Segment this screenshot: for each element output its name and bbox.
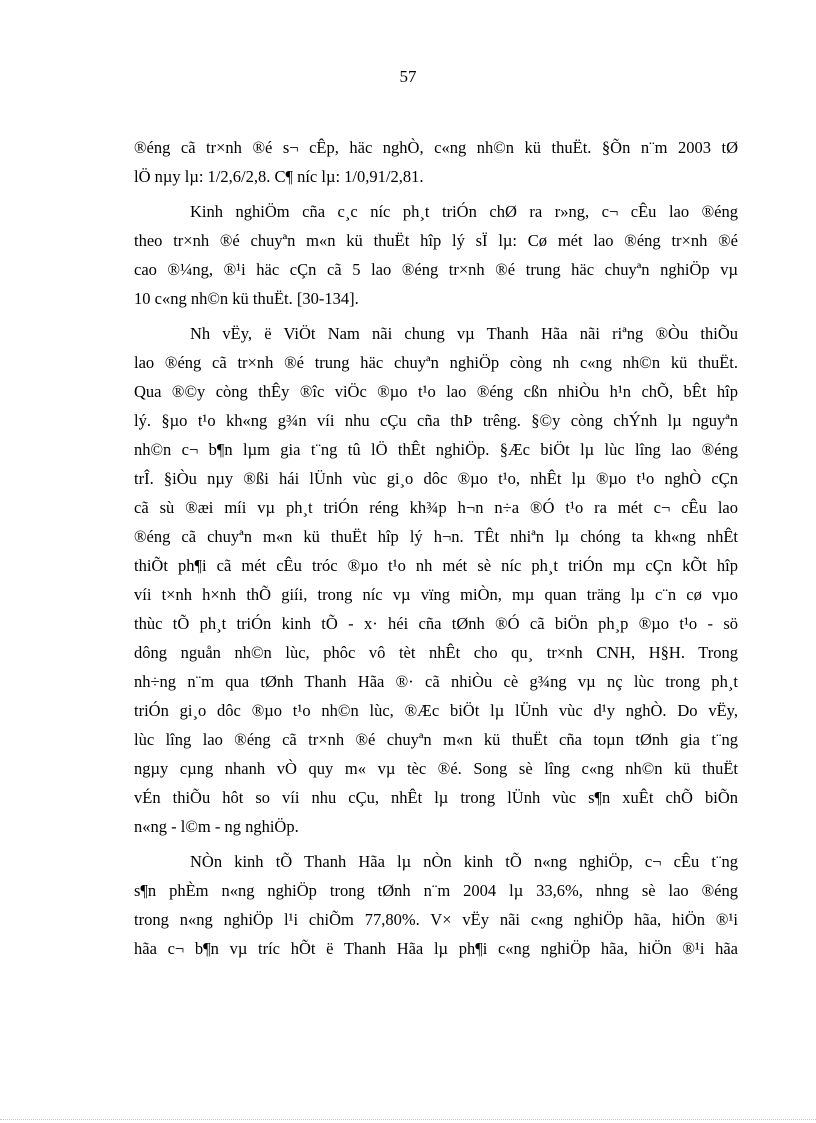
paragraph-1 bbox=[134, 133, 738, 191]
text-line: Kinh nghiÖm cña c¸c níc ph¸t triÓn chØ ra r»ng, c¬ cÊu lao ®éng bbox=[190, 202, 738, 221]
text-line: lao ®éng cã tr×nh ®é trung häc chuyªn nghiÖp còng nh c«ng nh©n kü thuËt. bbox=[134, 353, 738, 372]
text-line: ®éng cã tr×nh ®é s¬ cÊp, häc nghÒ, c«ng nh©n kü thuËt. §Õn n¨m 2003 tØ bbox=[134, 138, 738, 157]
text-line: cao ®¼ng, ®¹i häc cÇn cã 5 lao ®éng tr×nh ®é trung häc chuyªn nghiÖp vµ bbox=[134, 260, 738, 279]
text-line: nh©n c¬ b¶n lµm gia t¨ng tû lÖ thÊt nghiÖp. §Æc biÖt lµ lùc lîng lao ®éng bbox=[134, 440, 738, 459]
text-line: NÒn kinh tÕ Thanh Hãa lµ nÒn kinh tÕ n«ng nghiÖp, c¬ cÊu t¨ng bbox=[190, 852, 738, 871]
text-line: ®éng cã chuyªn m«n kü thuËt hîp lý h¬n. TÊt nhiªn lµ chóng ta kh«ng nhÊt bbox=[134, 527, 738, 546]
text-line: lùc lîng lao ®éng cã tr×nh ®é chuyªn m«n kü thuËt cña toµn tØnh gia t¨ng bbox=[134, 730, 738, 749]
text-line: ngµy cµng nhanh vÒ quy m« vµ tèc ®é. Song sè lîng c«ng nh©n kü thuËt bbox=[134, 759, 738, 778]
text-line: trÎ. §iÒu nµy ®ßi hái lÜnh vùc gi¸o dôc ®µo t¹o, nhÊt lµ ®µo t¹o nghÒ cÇn bbox=[134, 469, 738, 488]
text-line: trong n«ng nghiÖp l¹i chiÕm 77,80%. V× vËy nãi c«ng nghiÖp hãa, hiÖn ®¹i bbox=[134, 910, 738, 929]
text-line: Qua ®©y còng thÊy ®îc viÖc ®µo t¹o lao ®éng cßn nhiÒu h¹n chÕ, bÊt hîp bbox=[134, 382, 738, 401]
text-line: lý. §µo t¹o kh«ng g¾n víi nhu cÇu cña thÞ trêng. §©y còng chÝnh lµ nguyªn bbox=[134, 411, 738, 430]
text-line: triÓn gi¸o dôc ®µo t¹o nh©n lùc, ®Æc biÖt lµ lÜnh vùc d¹y nghÒ. Do vËy, bbox=[134, 701, 738, 720]
paragraph-4 bbox=[134, 847, 738, 963]
paragraph-3 bbox=[134, 319, 738, 841]
page-bottom-border bbox=[0, 1119, 816, 1120]
text-line: hãa c¬ b¶n vµ tríc hÕt ë Thanh Hãa lµ ph¶i c«ng nghiÖp hãa, hiÖn ®¹i hãa bbox=[134, 939, 738, 958]
text-line: cã sù ®æi míi vµ ph¸t triÓn réng kh¾p h¬n n÷a ®Ó t¹o ra mét c¬ cÊu lao bbox=[134, 498, 738, 517]
text-line: nh÷ng n¨m qua tØnh Thanh Hãa ®· cã nhiÒu cè g¾ng vµ nç lùc trong ph¸t bbox=[134, 672, 738, 691]
text-line: Nh vËy, ë ViÖt Nam nãi chung vµ Thanh Hãa nãi riªng ®Òu thiÕu bbox=[190, 324, 738, 343]
text-line: thùc tÕ ph¸t triÓn kinh tÕ - x· héi cña tØnh ®Ó cã biÖn ph¸p ®µo t¹o - sö bbox=[134, 614, 738, 633]
text-line: s¶n phÈm n«ng nghiÖp trong tØnh n¨m 2004 lµ 33,6%, nhng sè lao ®éng bbox=[134, 881, 738, 900]
text-line: thiÕt ph¶i cã mét cÊu tróc ®µo t¹o nh mét sè níc ph¸t triÓn mµ cÇn kÕt hîp bbox=[134, 556, 738, 575]
text-line: víi t×nh h×nh thÕ giíi, trong níc vµ vïng miÒn, mµ quan träng lµ c¨n cø vµo bbox=[134, 585, 738, 604]
text-line: theo tr×nh ®é chuyªn m«n kü thuËt hîp lý sÏ lµ: Cø mét lao ®éng tr×nh ®é bbox=[134, 231, 738, 250]
text-line: n«ng - l©m - ng nghiÖp. bbox=[134, 817, 299, 836]
paragraph-2 bbox=[134, 197, 738, 313]
text-line: vÉn thiÕu hôt so víi nhu cÇu, nhÊt lµ trong lÜnh vùc s¶n xuÊt chÕ biÕn bbox=[134, 788, 738, 807]
text-line: lÖ nµy lµ: 1/2,6/2,8. C¶ níc lµ: 1/0,91/2,81. bbox=[134, 167, 424, 186]
body-text bbox=[134, 133, 738, 963]
text-line: dông nguån nh©n lùc, phôc vô tèt nhÊt cho qu¸ tr×nh CNH, H§H. Trong bbox=[134, 643, 738, 662]
text-line: 10 c«ng nh©n kü thuËt. [30-134]. bbox=[134, 289, 359, 308]
page-number: 57 bbox=[399, 67, 417, 86]
